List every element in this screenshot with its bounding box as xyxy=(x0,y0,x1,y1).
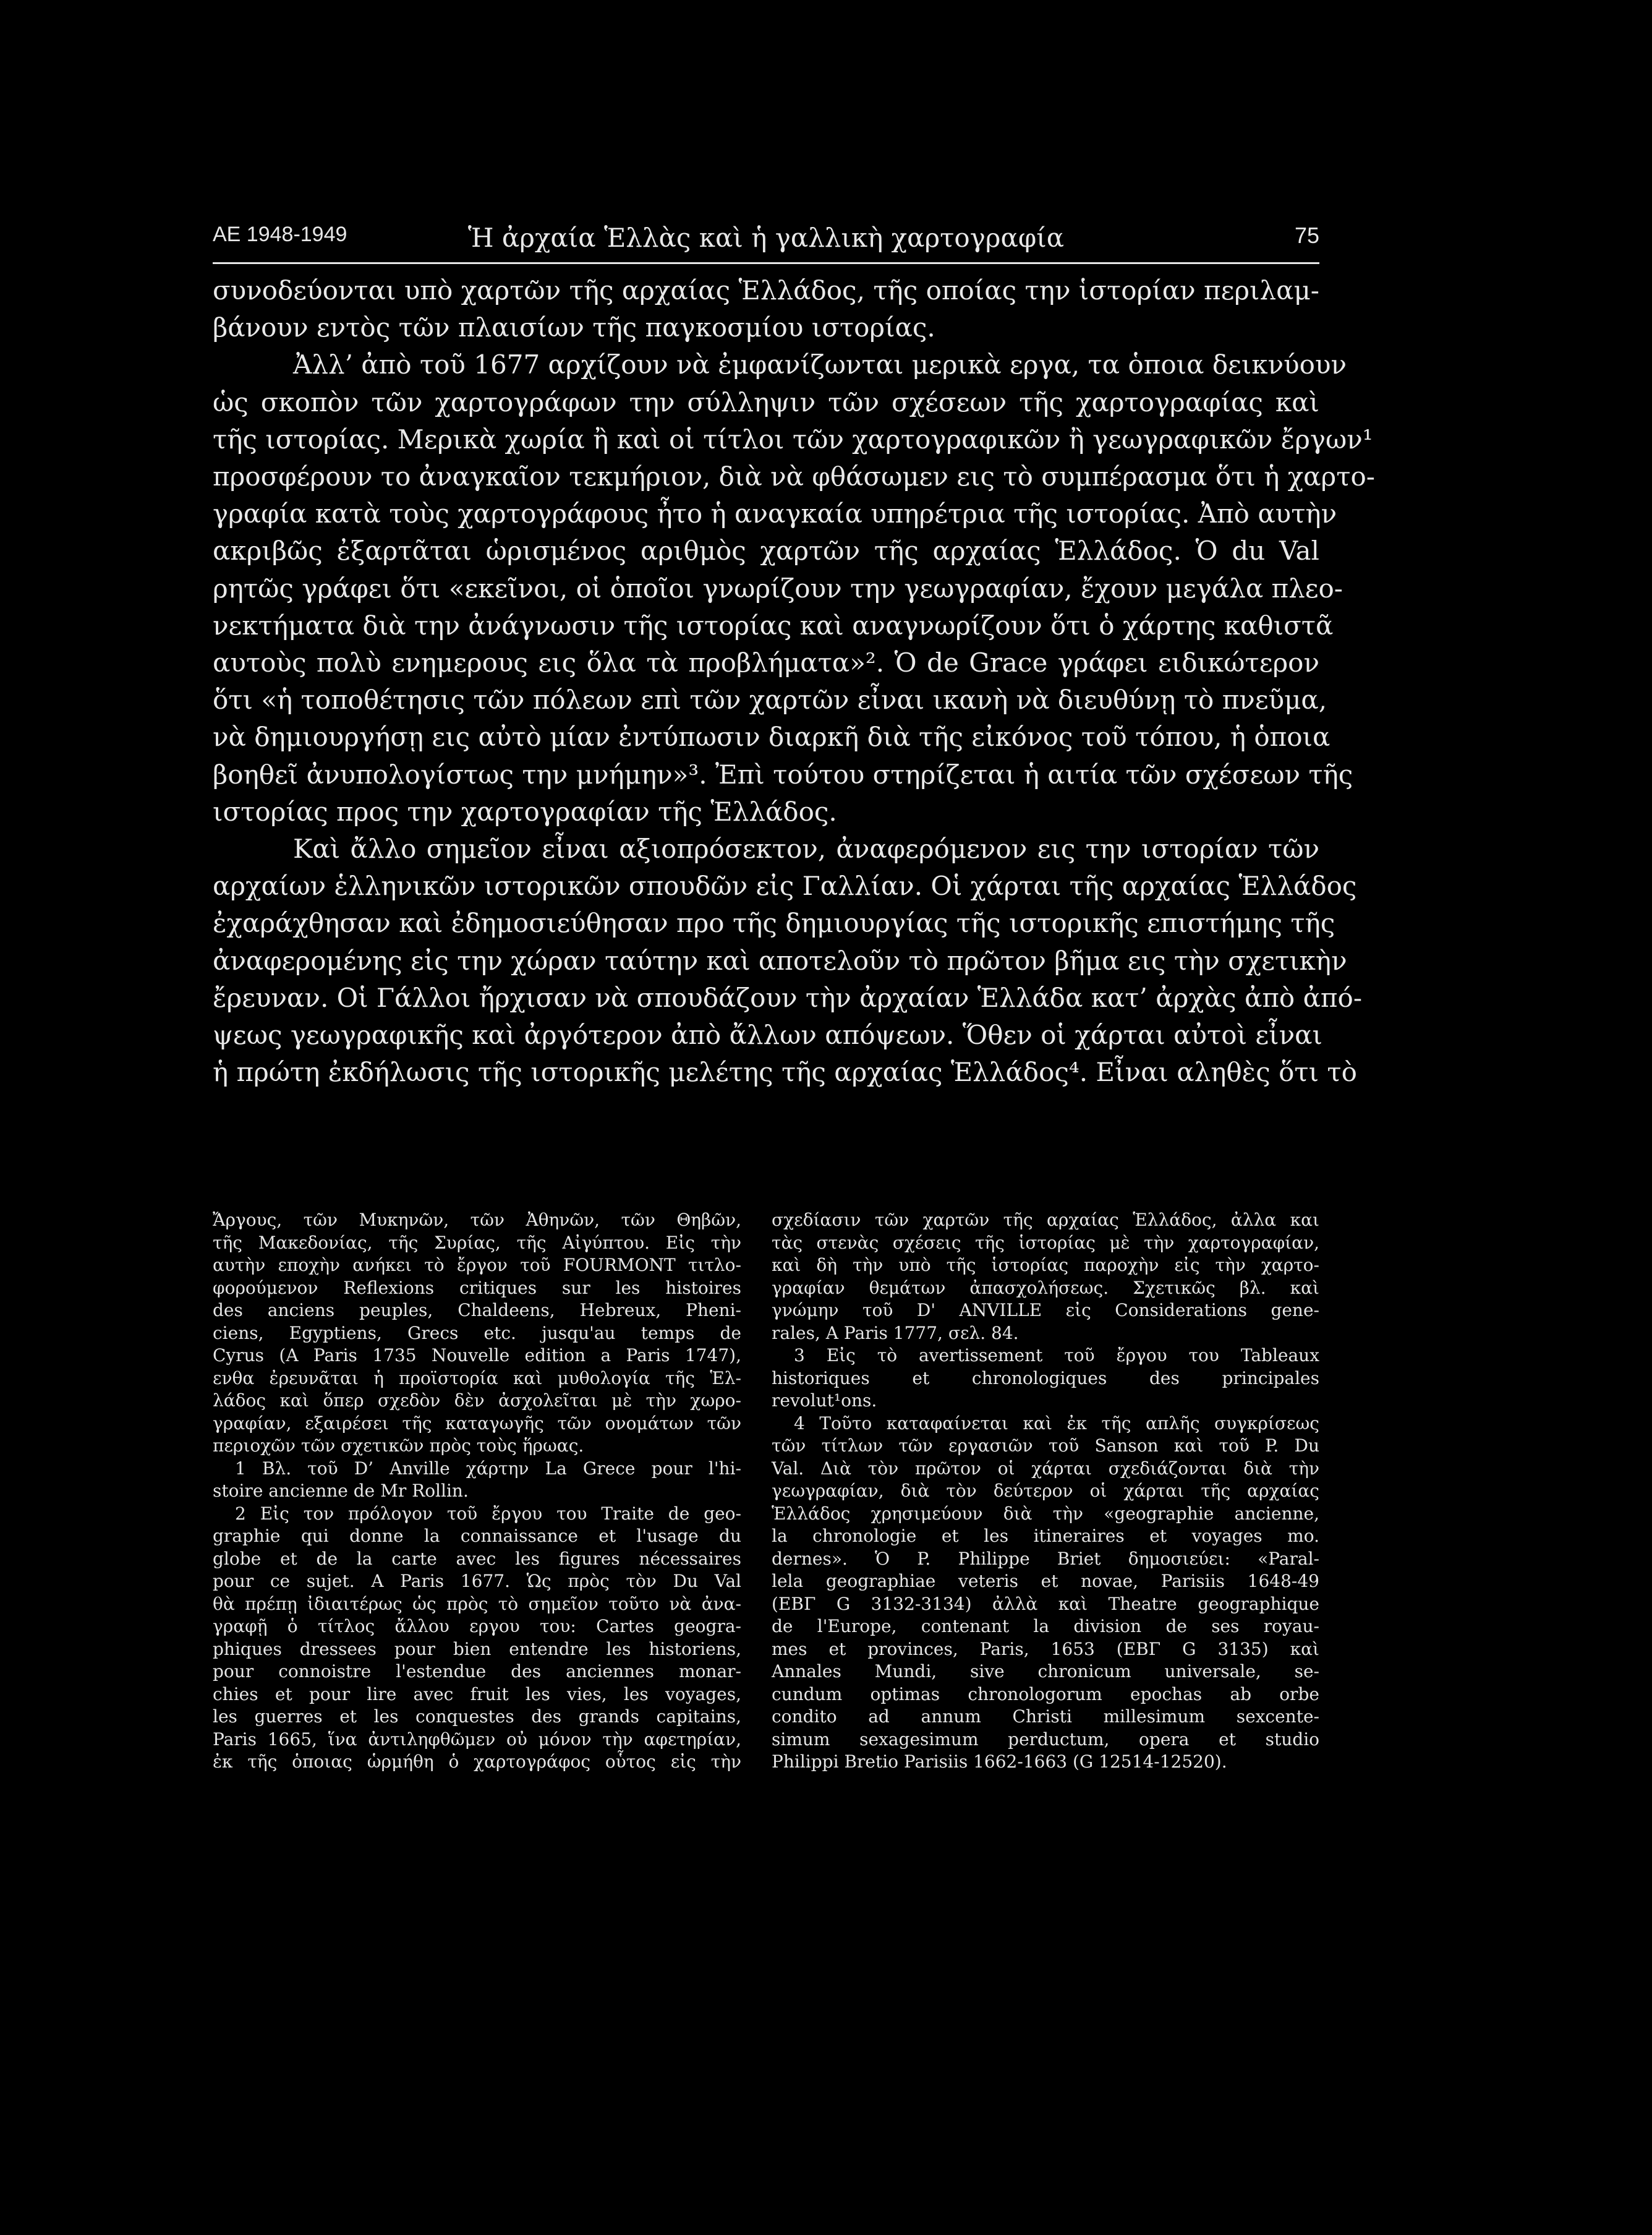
footnote-line: Val. Διὰ τὸν πρῶτον οἱ χάρται σχεδιάζονται διὰ τὴν xyxy=(772,1458,1319,1479)
footnote-line: revolut¹ons. xyxy=(772,1390,877,1411)
body-text-line: ρητῶς γράφει ὅτι «εκεῖνοι, οἱ ὁποῖοι γνωρίζουν την γεωγραφίαν, ἔχουν μεγάλα πλεο- xyxy=(213,573,1343,604)
footnote-line: graphie qui donne la connaissance et l'usage du xyxy=(213,1526,741,1546)
footnote-line: la chronologie et les itineraires et voyages mo. xyxy=(772,1526,1319,1546)
footnote-line: αυτὴν εποχὴν ανήκει τὸ ἔργον τοῦ FOURMONT τιτλο- xyxy=(213,1255,741,1275)
footnote-line: historiques et chronologiques des principales xyxy=(772,1367,1319,1388)
body-text-line: ἐχαράχθησαν καὶ ἐδημοσιεύθησαν προ τῆς δημιουργίας τῆς ιστορικῆς επιστήμης τῆς xyxy=(213,908,1335,939)
page-number: 75 xyxy=(1294,223,1319,248)
body-text-line: αυτοὺς πολὺ ενημερους εις ὅλα τὰ προβλήματα»². Ὁ de Grace γράφει ειδικώτερον xyxy=(213,647,1319,678)
footnote-line: Paris 1665, ἵνα ἀντιληφθῶμεν οὐ μόνον τὴν αφετηρίαν, xyxy=(213,1729,741,1750)
footnote-line: γραφίαν θεμάτων ἀπασχολήσεως. Σχετικῶς βλ. καὶ xyxy=(772,1277,1319,1298)
footnote-line: περιοχῶν τῶν σχετικῶν πρὸς τοὺς ἥρωας. xyxy=(213,1435,584,1456)
footnote-line: phiques dressees pour bien entendre les historiens, xyxy=(213,1638,741,1659)
body-text-line: ιστορίας προς την χαρτογραφίαν τῆς Ἑλλάδος. xyxy=(213,796,837,827)
body-text-line: αρχαίων ἑλληνικῶν ιστορικῶν σπουδῶν εἰς Γαλλίαν. Οἱ χάρται τῆς αρχαίας Ἑλλάδος xyxy=(213,871,1357,902)
footnote-line: γραφίαν, εξαιρέσει τῆς καταγωγῆς τῶν ονομάτων τῶν xyxy=(213,1412,741,1434)
footnote-line: τῆς Μακεδονίας, τῆς Συρίας, τῆς Αἰγύπτου. Εἰς τὴν xyxy=(213,1232,741,1253)
footnote-line: Philippi Bretio Parisiis 1662-1663 (G 12514-12520). xyxy=(772,1751,1227,1772)
footnote-line: chies et pour lire avec fruit les vies, les voyages, xyxy=(213,1683,741,1704)
footnote-line: mes et provinces, Paris, 1653 (ΕΒΓ G 3135) καὶ xyxy=(772,1638,1319,1659)
footnote-line: ciens, Egyptiens, Grecs etc. jusqu'au temps de xyxy=(213,1322,741,1343)
running-title: Ἡ ἀρχαία Ἑλλὰς καὶ ἡ γαλλικὴ χαρτογραφία xyxy=(467,223,1065,253)
journal-reference: ΑΕ 1948-1949 xyxy=(213,223,347,246)
footnote-line: globe et de la carte avec les figures nécessaires xyxy=(213,1548,741,1569)
footnote-line: γραφῇ ὁ τίτλος ἄλλου εργου του: Cartes geogra- xyxy=(213,1616,741,1636)
footnote-line: φορούμενον Reflexions critiques sur les histoires xyxy=(213,1277,741,1298)
footnote-line: de l'Europe, contenant la division de ses royau- xyxy=(772,1616,1319,1636)
footnote-line: cundum optimas chronologorum epochas ab orbe xyxy=(772,1683,1319,1704)
footnote-line: simum sexagesimum perductum, opera et studio xyxy=(772,1729,1319,1750)
footnote-line: Ἑλλάδος χρησιμεύουν διὰ τὴν «geographie ancienne, xyxy=(772,1503,1319,1524)
body-text-line: ψεως γεωγραφικῆς καὶ ἀργότερον ἀπὸ ἄλλων απόψεων. Ὅθεν οἱ χάρται αὐτοὶ εἶναι xyxy=(213,1020,1322,1051)
body-text-line: συνοδεύονται υπὸ χαρτῶν τῆς αρχαίας Ἑλλάδος, τῆς οποίας την ἱστορίαν περιλαμ- xyxy=(213,275,1319,306)
footnote-line: Ἄργους, τῶν Μυκηνῶν, τῶν Ἀθηνῶν, τῶν Θηβῶν, xyxy=(213,1210,741,1230)
body-text-line: ὅτι «ἡ τοποθέτησις τῶν πόλεων επὶ τῶν χαρτῶν εἶναι ικανὴ νὰ διευθύνῃ τὸ πνεῦμα, xyxy=(213,685,1327,716)
footnote-line: σχεδίασιν τῶν χαρτῶν τῆς αρχαίας Ἑλλάδος, ἀλλα και xyxy=(772,1210,1319,1230)
footnote-line: des anciens peuples, Chaldeens, Hebreux, Pheni- xyxy=(213,1300,741,1320)
footnotes-left-column xyxy=(213,1209,741,1774)
body-text-line: νὰ δημιουργήσῃ εις αὐτὸ μίαν ἐντύπωσιν διαρκῆ διὰ τῆς εἰκόνος τοῦ τόπου, ἡ ὁποια xyxy=(213,722,1331,753)
footnote-line: (ΕΒΓ G 3132-3134) ἀλλὰ καὶ Theatre geographique xyxy=(772,1593,1319,1614)
footnote-line: γνώμην τοῦ D' ANVILLE εἰς Considerations gene- xyxy=(772,1300,1319,1320)
body-text-line: βοηθεῖ ἀνυπολογίστως την μνήμην»³. Ἐπὶ τούτου στηρίζεται ἡ αιτία τῶν σχέσεων τῆς xyxy=(213,759,1353,790)
body-text-line: ἀναφερομένης εἰς την χώραν ταύτην καὶ αποτελοῦν τὸ πρῶτον βῆμα εις τὴν σχετικὴν xyxy=(213,945,1347,976)
header-rule xyxy=(213,262,1319,264)
footnote-line: λάδος καὶ ὅπερ σχεδὸν δὲν ἀσχολεῖται μὲ τὴν χωρο- xyxy=(213,1390,741,1411)
running-header xyxy=(213,223,1319,260)
footnote-line: dernes». Ὁ P. Philippe Briet δημοσιεύει: «Paral- xyxy=(772,1548,1319,1569)
footnote-line: rales, A Paris 1777, σελ. 84. xyxy=(772,1322,1019,1343)
body-text-line: ἔρευναν. Οἱ Γάλλοι ἤρχισαν νὰ σπουδάζουν τὴν ἀρχαίαν Ἑλλάδα κατ’ ἀρχὰς ἀπὸ ἀπό- xyxy=(213,982,1363,1013)
footnote-line: stoire ancienne de Mr Rollin. xyxy=(213,1481,469,1501)
body-text-line: ακριβῶς ἐξαρτᾶται ὡρισμένος αριθμὸς χαρτῶν τῆς αρχαίας Ἑλλάδος. Ὁ du Val xyxy=(213,536,1319,566)
body-text-line: Καὶ ἄλλο σημεῖον εἶναι αξιοπρόσεκτον, ἀναφερόμενον εις την ιστορίαν τῶν xyxy=(293,834,1319,865)
footnote-line: 2 Εἰς τον πρόλογον τοῦ ἔργου του Traite de geo- xyxy=(235,1503,741,1524)
footnote-line: les guerres et les conquestes des grands capitains, xyxy=(213,1706,741,1727)
footnote-line: ἐκ τῆς ὁποιας ὡρμήθη ὁ χαρτογράφος οὗτος εἰς τὴν xyxy=(213,1751,741,1772)
footnote-line: ενθα ἐρευνᾶται ἡ προϊστορία καὶ μυθολογία τῆς Ἑλ- xyxy=(213,1367,741,1388)
main-text xyxy=(213,272,1375,1091)
footnote-line: lela geographiae veteris et novae, Parisiis 1648-49 xyxy=(772,1571,1319,1591)
body-text-line: ἡ πρώτη ἐκδήλωσις τῆς ιστορικῆς μελέτης τῆς αρχαίας Ἑλλάδος⁴. Εἶναι αληθὲς ὅτι τὸ xyxy=(213,1057,1357,1088)
body-text-line: βάνουν εντὸς τῶν πλαισίων τῆς παγκοσμίου ιστορίας. xyxy=(213,312,935,343)
footnote-line: Annales Mundi, sive chronicum universale, se- xyxy=(772,1661,1319,1682)
footnote-line: pour connoistre l'estendue des anciennes monar- xyxy=(213,1661,741,1682)
body-text-line: Ἀλλ’ ἀπὸ τοῦ 1677 αρχίζουν νὰ ἐμφανίζωνται μερικὰ εργα, τα ὁποια δεικνύουν xyxy=(293,349,1347,380)
footnote-line: 3 Εἰς τὸ avertissement τοῦ ἔργου του Tableaux xyxy=(794,1345,1319,1365)
footnote-line: condito ad annum Christi millesimum sexcente- xyxy=(772,1706,1319,1727)
footnote-line: θὰ πρέπῃ ἰδιαιτέρως ὡς πρὸς τὸ σημεῖον τοῦτο νὰ ἀνα- xyxy=(213,1593,741,1614)
footnote-line: 1 Βλ. τοῦ D’ Anville χάρτην La Grece pour l'hi- xyxy=(235,1458,741,1479)
footnote-line: τὰς στενὰς σχέσεις τῆς ἱστορίας μὲ τὴν χαρτογραφίαν, xyxy=(772,1232,1319,1253)
footnote-line: τῶν τίτλων τῶν εργασιῶν τοῦ Sanson καὶ τοῦ P. Du xyxy=(772,1435,1319,1456)
body-text-line: γραφία κατὰ τοὺς χαρτογράφους ἦτο ἡ αναγκαία υπηρέτρια τῆς ιστορίας. Ἀπὸ αυτὴν xyxy=(213,498,1337,529)
footnote-line: 4 Τοῦτο καταφαίνεται καὶ ἐκ τῆς απλῆς συγκρίσεως xyxy=(794,1412,1319,1434)
body-text-line: προσφέρουν το ἀναγκαῖον τεκμήριον, διὰ νὰ φθάσωμεν εις τὸ συμπέρασμα ὅτι ἡ χαρτο- xyxy=(213,461,1375,492)
footnote-line: pour ce sujet. A Paris 1677. Ὡς πρὸς τὸν Du Val xyxy=(213,1571,741,1591)
footnotes-right-column xyxy=(772,1209,1319,1774)
footnote-line: Cyrus (A Paris 1735 Nouvelle edition a Paris 1747), xyxy=(213,1345,741,1365)
footnote-line: καὶ δὴ τὴν υπὸ τῆς ἱστορίας παροχὴν εἰς τὴν χαρτο- xyxy=(772,1255,1319,1275)
body-text-line: τῆς ιστορίας. Μερικὰ χωρία ἢ καὶ οἱ τίτλοι τῶν χαρτογραφικῶν ἢ γεωγραφικῶν ἔργων¹ xyxy=(213,424,1373,455)
footnote-line: γεωγραφίαν, διὰ τὸν δεύτερον οἱ χάρται τῆς αρχαίας xyxy=(772,1481,1319,1501)
body-text-line: ὡς σκοπὸν τῶν χαρτογράφων την σύλληψιν τῶν σχέσεων τῆς χαρτογραφίας καὶ xyxy=(213,387,1319,417)
body-text-line: νεκτήματα διὰ την ἀνάγνωσιν τῆς ιστορίας καὶ αναγνωρίζουν ὅτι ὁ χάρτης καθιστᾶ xyxy=(213,610,1334,641)
